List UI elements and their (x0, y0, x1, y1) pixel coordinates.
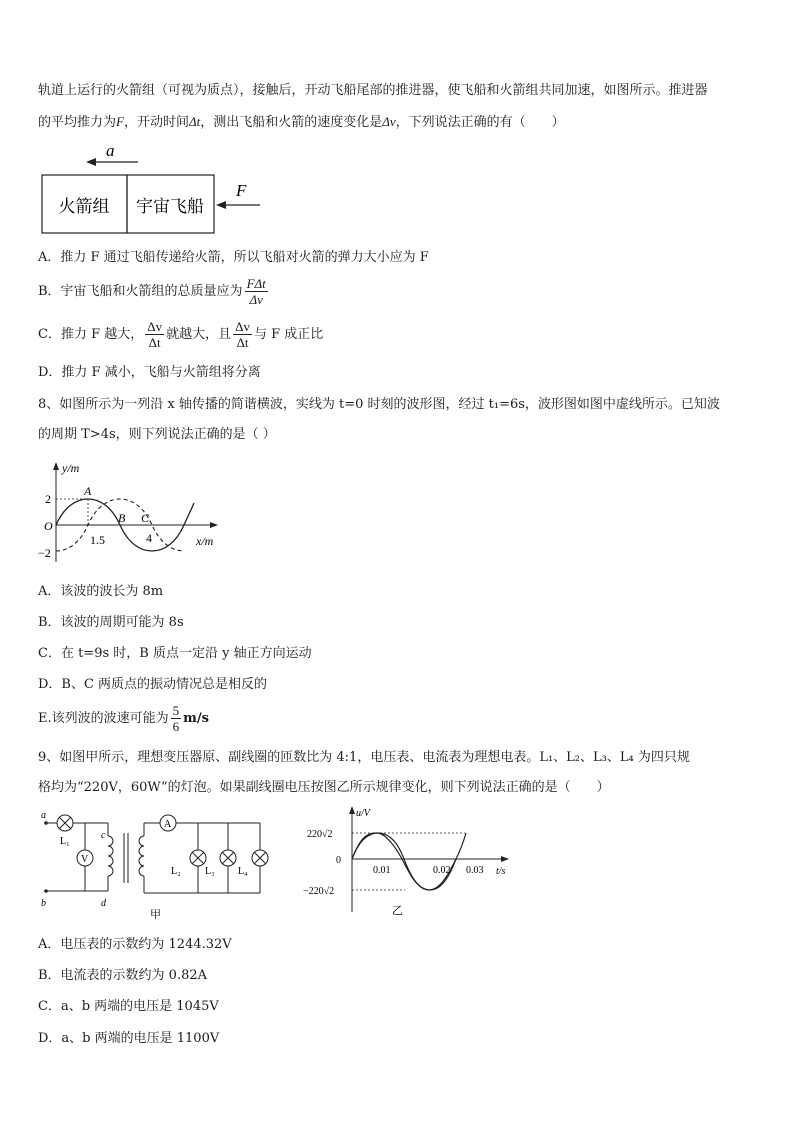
svg-text:0.02: 0.02 (433, 865, 451, 876)
voltage-time-graph (300, 802, 520, 917)
q7-option-d: D．推力 F 减小，飞船与火箭组将分离 (38, 365, 261, 380)
svg-text:b: b (41, 898, 46, 909)
rocket-ship-figure (38, 140, 278, 236)
svg-text:0.01: 0.01 (373, 865, 391, 876)
svg-text:u/V: u/V (356, 808, 370, 819)
q9-stem-line2: 格均为“220V，60W”的灯泡。如果副线圈电压按图乙所示规律变化，则下列说法正确的是（ ） (38, 780, 610, 795)
svg-text:A: A (164, 819, 172, 830)
svg-text:L₂: L₂ (171, 866, 181, 877)
q9-option-b: B．电流表的示数约为 0.82A (38, 968, 208, 983)
svg-text:c: c (101, 830, 106, 841)
tick-pos: 2 (45, 492, 51, 506)
q8-stem-line2: 的周期 T>4s，则下列说法正确的是（ ） (38, 427, 276, 442)
svg-text:t/s: t/s (496, 866, 506, 877)
svg-text:L₁: L₁ (60, 836, 70, 847)
origin-label: O (44, 519, 53, 533)
svg-text:V: V (81, 854, 89, 865)
accel-arrowhead (86, 158, 96, 166)
q9-option-a: A．电压表的示数约为 1244.32V (38, 937, 232, 952)
q7-stem-line1: 轨道上运行的火箭组（可视为质点），接触后，开动飞船尾部的推进器，使飞船和火箭组共同加速，如图所示。推进器 (38, 83, 708, 98)
ship-label: 宇宙飞船 (136, 197, 204, 217)
q7-option-b: B．宇宙飞船和火箭组的总质量应为 $\frac{\text{FΔt}}{\Delta v}$ (38, 276, 266, 307)
point-a: A (84, 484, 92, 498)
q8-option-e: E.该列波的波速可能为 $\frac{5}{6}$ m/s (38, 703, 209, 734)
svg-text:乙: 乙 (392, 904, 403, 917)
x-axis-label: x/m (196, 534, 214, 548)
point-c: C (141, 511, 150, 525)
force-label: F (236, 181, 247, 200)
tick-x2: 4 (146, 531, 152, 545)
tick-x1: 1.5 (90, 533, 105, 547)
q8-option-c: C．在 t=9s 时，B 质点一定沿 y 轴正方向运动 (38, 646, 312, 661)
point-b: B (118, 511, 126, 525)
q7-option-c: C．推力 F 越大， $\frac{\Delta v}{\Delta t}$ 就越大，且 $\frac{\Delta v}{\Delta t}$ 与 F 成正比 (38, 319, 324, 350)
svg-text:220√2: 220√2 (307, 829, 333, 840)
svg-text:0: 0 (336, 855, 341, 866)
svg-text:L₃: L₃ (205, 866, 215, 877)
accel-label: a (106, 141, 115, 160)
svg-text:L₄: L₄ (238, 866, 248, 877)
q9-option-c: C．a、b 两端的电压是 1045V (38, 999, 219, 1014)
q8-option-d: D．B、C 两质点的振动情况总是相反的 (38, 677, 268, 692)
q9-option-d: D．a、b 两端的电压是 1100V (38, 1031, 220, 1046)
svg-text:a: a (41, 810, 46, 821)
wave-figure (38, 458, 228, 568)
q8-stem-line1: 8、如图所示为一列沿 x 轴传播的简谐横波，实线为 t=0 时刻的波形图，经过 t₁=6s，波形图如图中虚线所示。已知波 (38, 397, 720, 412)
q8-option-b: B．该波的周期可能为 8s (38, 615, 184, 630)
rocket-label: 火箭组 (58, 197, 110, 217)
q7-stem-line2: 的平均推力为F，开动时间Δt，测出飞船和火箭的速度变化是Δv，下列说法正确的有（ ） (38, 114, 565, 130)
q8-option-a: A．该波的波长为 8m (38, 584, 164, 599)
transformer-circuit-figure (38, 808, 273, 923)
q9-stem-line1: 9、如图甲所示，理想变压器原、副线圈的匝数比为 4:1，电压表、电流表为理想电表。L₁、L₂、L₃、L₄ 为四只规 (38, 750, 690, 765)
q7-option-a: A．推力 F 通过飞船传递给火箭，所以飞船对火箭的弹力大小应为 F (38, 250, 429, 265)
force-arrowhead (216, 201, 226, 209)
tick-neg: −2 (38, 546, 51, 560)
svg-text:d: d (101, 898, 106, 909)
svg-text:−220√2: −220√2 (303, 886, 335, 897)
y-axis-label: y/m (62, 461, 80, 475)
svg-text:甲: 甲 (150, 908, 161, 921)
svg-text:0.03: 0.03 (466, 865, 484, 876)
